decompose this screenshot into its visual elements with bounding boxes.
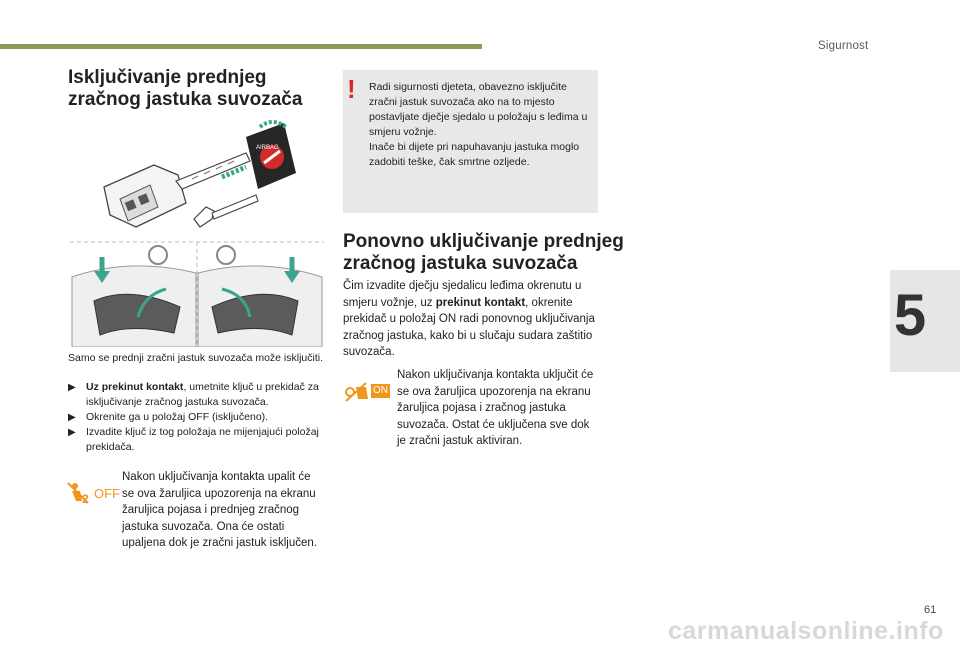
reactivation-paragraph: [343, 278, 599, 361]
warning-text: Radi sigurnosti djeteta, obavezno isključite zračni jastuk suvozača ako na to mjesto postavljate dječje sjedalo u položaju s leđima u smjeru vožnje. Inače bi dijete pri napuhavanju jastuka moglo zadobiti teške, čak smrtne ozljede.: [369, 81, 588, 168]
dashboard-illustration: [70, 237, 324, 347]
bullet-bold: Uz prekinut kontakt: [86, 381, 184, 393]
bullet-text: Okrenite ga u položaj OFF (isključeno).: [86, 411, 269, 423]
dashboard-right-panel: [198, 246, 322, 347]
on-indicator-text: ON: [373, 385, 388, 396]
airbag-off-indicator-icon: [66, 481, 118, 507]
bullet-text: Izvadite ključ iz tog položaja ne mijenjajući položaj prekidača.: [86, 426, 319, 453]
airbag-on-indicator-icon: [344, 381, 392, 405]
on-paragraph: Nakon uključivanja kontakta uključit će se ova žaruljica upozorenja na ekranu žaruljica pojasa i zračnog jastuka suvozača. Ostat će uključena sve dok je zračni jastuk aktiviran.: [397, 369, 594, 447]
page-number: 61: [924, 604, 937, 616]
chapter-number: 5: [893, 283, 927, 348]
left-intro: Samo se prednji zračni jastuk suvozača može isključiti.: [68, 352, 324, 364]
svg-text:2: 2: [82, 492, 89, 505]
steering-wheel-icon: [217, 246, 235, 264]
warning-mark-icon: !: [347, 74, 356, 104]
remote-key-icon: [104, 153, 250, 227]
bullet-marker-icon: ▶: [68, 427, 76, 438]
bullet-list: [68, 380, 330, 455]
bullet-marker-icon: ▶: [68, 382, 76, 393]
header-accent-bar: [0, 44, 482, 49]
left-heading-line1: Isključivanje prednjeg: [68, 67, 267, 88]
para-text: Čim izvadite dječju sjedalicu leđima okrenutu u smjeru vožnje, uz: [343, 280, 582, 309]
switch-label: AIRBAG: [256, 145, 279, 151]
list-item: [68, 425, 330, 455]
list-item: [68, 410, 330, 425]
dashboard-left-panel: [72, 246, 196, 347]
right-heading-line2: zračnog jastuka suvozača: [343, 253, 578, 274]
key-insertion-illustration: [96, 115, 306, 235]
watermark: carmanualsonline.info: [668, 617, 944, 645]
right-heading: [343, 231, 624, 275]
para-bold: prekinut kontakt: [435, 296, 526, 309]
off-indicator-text: OFF: [94, 486, 120, 501]
right-heading-line1: Ponovno uključivanje prednjeg: [343, 231, 624, 252]
list-item: [68, 380, 330, 410]
left-heading: [68, 67, 302, 111]
off-paragraph: Nakon uključivanja kontakta upalit će se ova žaruljica upozorenja na ekranu žaruljica pojasa i prednjeg zračnog jastuka suvozača. Ona će ostati upaljena dok je zračni jastuk isključen.: [122, 471, 317, 549]
bullet-text: , umetnite ključ u prekidač za isključivanje zračnog jastuka suvozača.: [86, 381, 319, 408]
bullet-marker-icon: ▶: [68, 412, 76, 423]
airbag-switch-icon: [246, 123, 296, 189]
section-label: Sigurnost: [818, 40, 869, 52]
left-heading-line2: zračnog jastuka suvozača: [68, 89, 303, 110]
steering-wheel-icon: [149, 246, 167, 264]
para-text: , okrenite prekidač u položaj ON radi ponovnog uključivanja zračnog jastuka, kako bi u slučaju sudara zaštitio suvozača.: [343, 296, 595, 358]
metal-key-icon: [194, 195, 258, 227]
